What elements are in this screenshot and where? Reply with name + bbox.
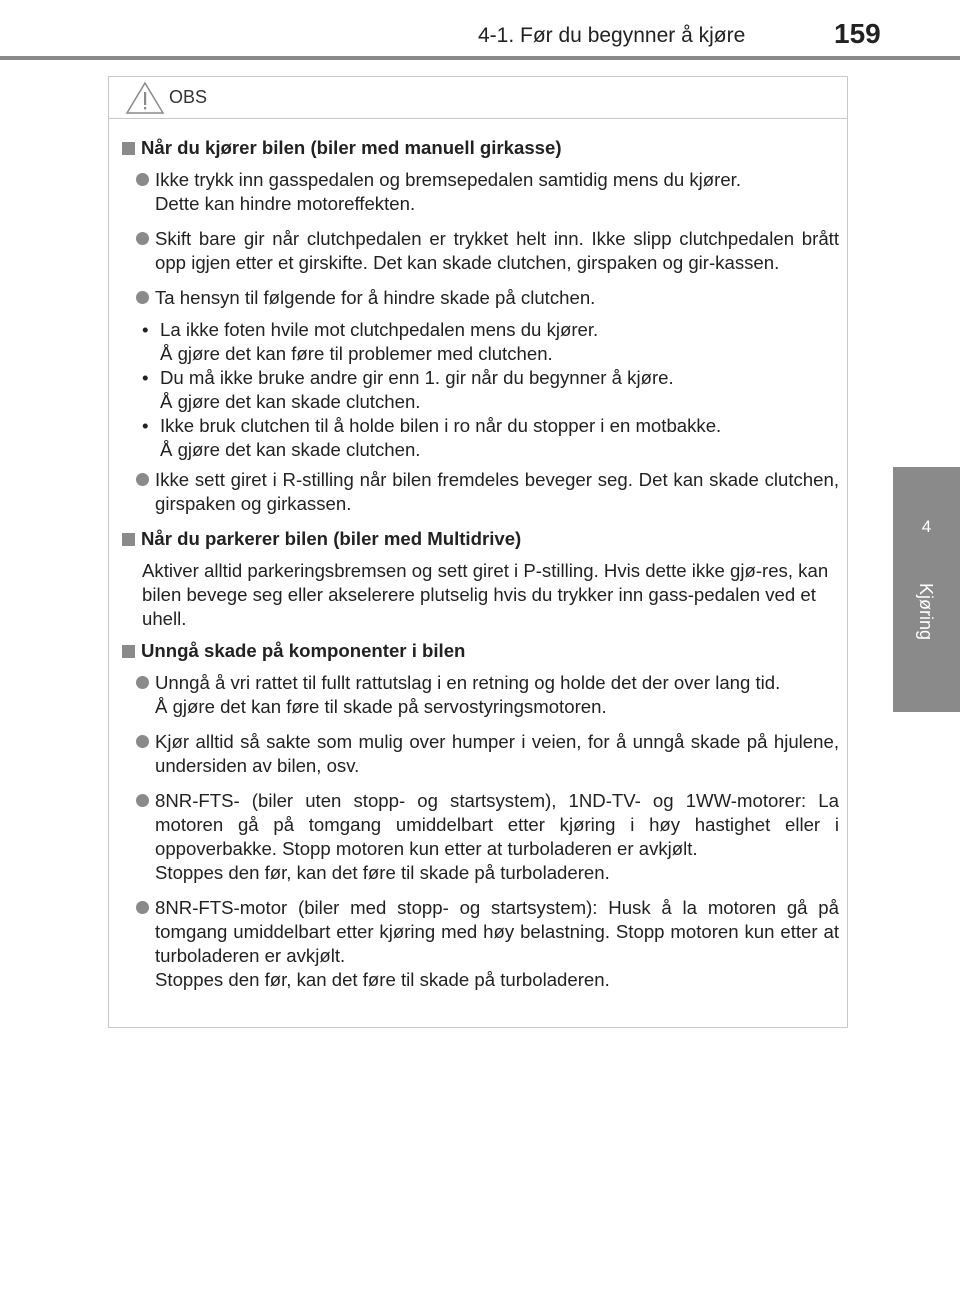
chapter-number: 4 <box>921 517 932 536</box>
notice-label: OBS <box>169 87 208 107</box>
notice-header <box>109 77 847 119</box>
list-item: Skift bare gir når clutchpedalen er trykket helt inn. Ikke slipp clutchpedalen brått opp igjen etter et girskifte. Det kan skade clutchen, girspaken og gir-kassen. <box>136 227 839 275</box>
list-item: 8NR-FTS-motor (biler med stopp- og startsystem): Husk å la motoren gå på tomgang umiddelbart etter kjøring med høy belastning. Stopp motoren kun etter at turboladeren er avkjølt. Stoppes den før, kan det føre til skade på turboladeren. <box>136 896 839 992</box>
round-bullet-icon <box>136 676 149 689</box>
sub-list <box>142 318 839 462</box>
round-bullet-icon <box>136 232 149 245</box>
notice-content <box>109 119 847 992</box>
round-bullet-icon <box>136 901 149 914</box>
section-title: 4-1. Før du begynner å kjøre <box>478 24 746 47</box>
round-bullet-icon <box>136 735 149 748</box>
list-item: Unngå å vri rattet til fullt rattutslag i en retning og holde det der over lang tid. Å gjøre det kan føre til skade på servostyringsmotoren. <box>136 671 839 719</box>
list-item: Ikke trykk inn gasspedalen og bremsepedalen samtidig mens du kjører. Dette kan hindre motoreffekten. <box>136 168 839 216</box>
list-item: Ikke sett giret i R-stilling når bilen fremdeles beveger seg. Det kan skade clutchen, girspaken og girkassen. <box>136 468 839 516</box>
round-bullet-icon <box>136 473 149 486</box>
sub-list-item: • Ikke bruk clutchen til å holde bilen i ro når du stopper i en motbakke. Å gjøre det kan skade clutchen. <box>142 415 722 460</box>
notice-box <box>108 76 848 1028</box>
chapter-label: Kjøring <box>916 583 936 641</box>
chapter-side-tab[interactable] <box>893 467 960 712</box>
list-item: Ta hensyn til følgende for å hindre skade på clutchen. <box>136 286 839 310</box>
sub-list-item: • Du må ikke bruke andre gir enn 1. gir når du begynner å kjøre. Å gjøre det kan skade clutchen. <box>142 367 674 412</box>
sub-list-item: • La ikke foten hvile mot clutchpedalen mens du kjører. Å gjøre det kan føre til problemer med clutchen. <box>142 319 599 364</box>
warning-triangle-icon <box>125 81 165 115</box>
list-item: Kjør alltid så sakte som mulig over humper i veien, for å unngå skade på hjulene, undersiden av bilen, osv. <box>136 730 839 778</box>
list-item: 8NR-FTS- (biler uten stopp- og startsystem), 1ND-TV- og 1WW-motorer: La motoren gå på tomgang umiddelbart etter kjøring i høy hastighet eller i oppoverbakke. Stopp motoren kun etter at turboladeren er avkjølt. Stoppes den før, kan det føre til skade på turboladeren. <box>136 789 839 885</box>
section-heading: Når du parkerer bilen (biler med Multidrive) <box>122 527 839 551</box>
round-bullet-icon <box>136 794 149 807</box>
section-heading: Unngå skade på komponenter i bilen <box>122 639 839 663</box>
section-heading: Når du kjører bilen (biler med manuell girkasse) <box>122 136 839 160</box>
round-bullet-icon <box>136 291 149 304</box>
round-bullet-icon <box>136 173 149 186</box>
page-number: 159 <box>834 18 881 49</box>
square-bullet-icon <box>122 533 135 546</box>
square-bullet-icon <box>122 645 135 658</box>
header-rule <box>0 56 960 60</box>
paragraph: Aktiver alltid parkeringsbremsen og sett giret i P-stilling. Hvis dette ikke gjø-res, kan bilen bevege seg eller akselerere plutselig hvis du trykker inn gass-pedalen ved et uhell. <box>142 560 829 629</box>
square-bullet-icon <box>122 142 135 155</box>
